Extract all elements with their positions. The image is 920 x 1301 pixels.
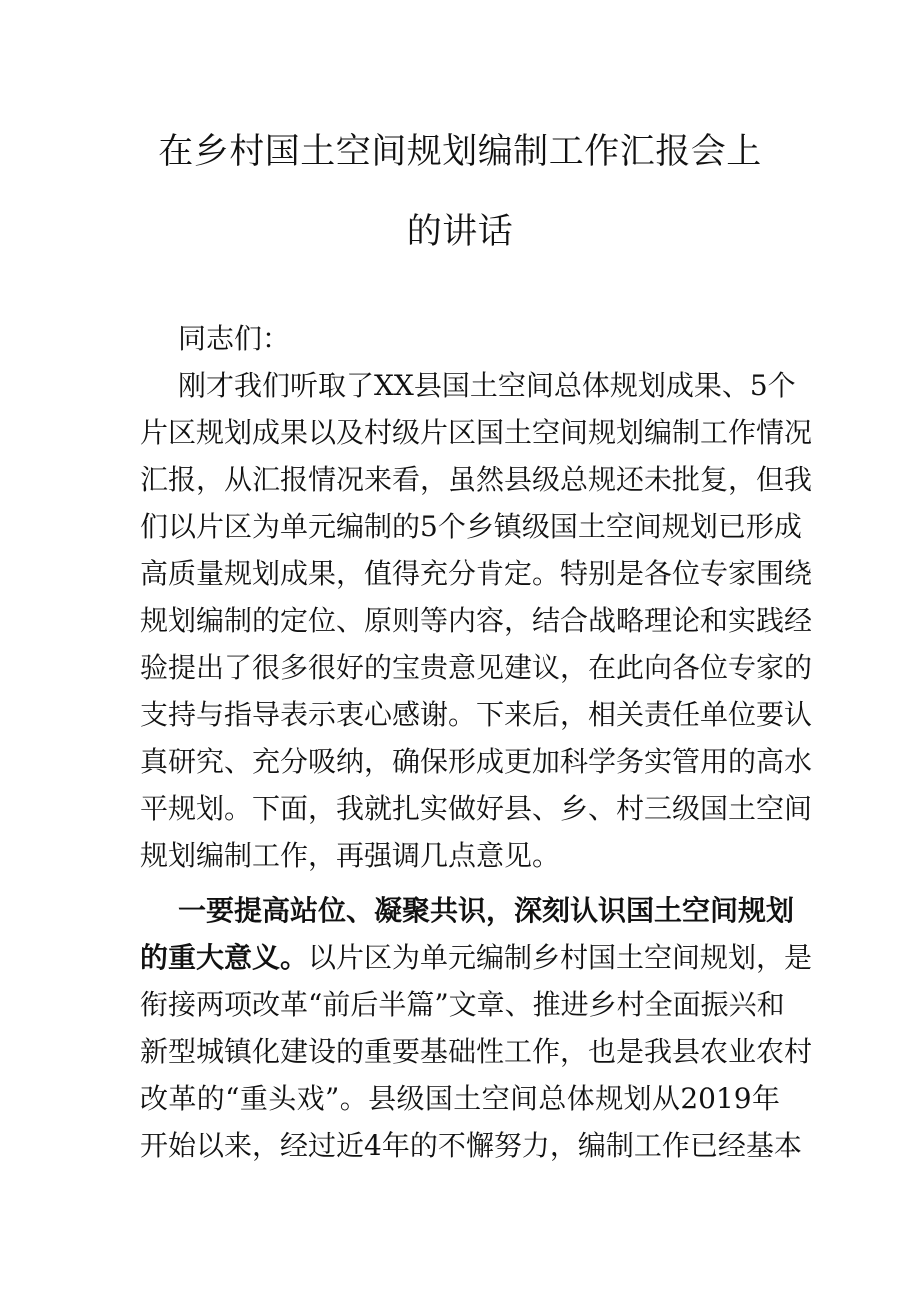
paragraph-2-line-text: 以片区为单元编制乡村国土空间规划，是 — [308, 941, 813, 974]
paragraph-2-line — [140, 938, 813, 978]
paragraph-1-line: 支持与指导表示衷心感谢。下来后，相关责任单位要认 — [140, 698, 813, 731]
paragraph-2-line: 改革的“重头戏”。县级国土空间总体规划从2019年 — [140, 1082, 780, 1115]
paragraph-1-line: 高质量规划成果，值得充分肯定。特别是各位专家围绕 — [140, 557, 813, 590]
paragraph-1-line: 平规划。下面，我就扎实做好县、乡、村三级国土空间 — [140, 792, 813, 825]
paragraph-2-heading-end: 的重大意义。 — [140, 941, 309, 974]
document-title-line-1: 在乡村国土空间规划编制工作汇报会上 — [158, 132, 762, 172]
paragraph-1-line: 验提出了很多很好的宝贵意见建议，在此向各位专家的 — [140, 651, 813, 684]
paragraph-1-line: 片区规划成果以及村级片区国土空间规划编制工作情况 — [140, 416, 813, 449]
paragraph-2-line: 衔接两项改革“前后半篇”文章、推进乡村全面振兴和 — [140, 988, 785, 1021]
paragraph-2-line: 开始以来，经过近4年的不懈努力，编制工作已经基本 — [140, 1129, 802, 1162]
paragraph-1-line: 规划编制的定位、原则等内容，结合战略理论和实践经 — [140, 604, 813, 637]
document-title-line-2: 的讲话 — [406, 212, 514, 252]
paragraph-2-heading: 一要提高站位、凝聚共识，深刻认识国土空间规划 — [178, 894, 795, 927]
paragraph-2-line: 新型城镇化建设的重要基础性工作，也是我县农业农村 — [140, 1035, 813, 1068]
paragraph-1-line: 汇报，从汇报情况来看，虽然县级总规还未批复，但我 — [140, 463, 813, 496]
paragraph-1-line: 们以片区为单元编制的5个乡镇级国土空间规划已形成 — [140, 510, 802, 543]
paragraph-1-line: 真研究、充分吸纳，确保形成更加科学务实管用的高水 — [140, 745, 813, 778]
paragraph-1-line: 规划编制工作，再强调几点意见。 — [140, 839, 561, 872]
paragraph-1-line: 刚才我们听取了XX县国土空间总体规划成果、5个 — [178, 369, 796, 402]
salutation: 同志们： — [178, 322, 291, 355]
